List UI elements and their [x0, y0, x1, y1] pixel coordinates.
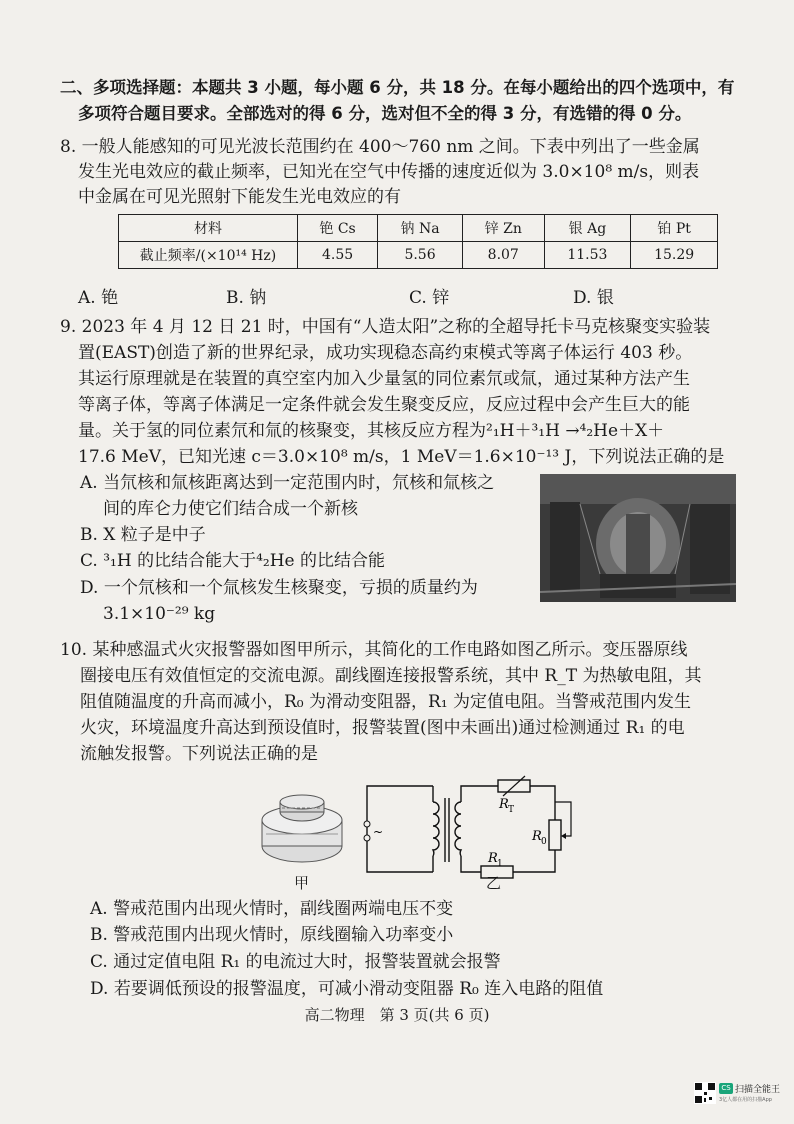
q8-text-line-2: 发生光电效应的截止频率，已知光在空气中传播的速度近似为 3.0×10⁸ m/s，则表: [78, 162, 700, 182]
section-heading-line-2: 多项符合题目要求。全部选对的得 6 分，选对但不全的得 3 分，有选错的得 0 分。: [78, 104, 692, 123]
secondary-coil: [455, 802, 461, 856]
q8-option-a: A. 铯: [78, 288, 119, 308]
figure-label-jia: 甲: [294, 874, 310, 892]
label-r1-sub: 1: [497, 859, 503, 869]
page-footer: 高二物理 第 3 页(共 6 页): [304, 1006, 490, 1024]
table-cell: 截止频率/(×10¹⁴ Hz): [119, 242, 298, 269]
ac-source-symbol: ~: [373, 825, 384, 839]
q9-text-line-6: 17.6 MeV，已知光速 c＝3.0×10⁸ m/s，1 MeV＝1.6×10⁻¹³ J，下列说法正确的是: [78, 447, 725, 467]
primary-coil: [433, 802, 439, 856]
q10-option-c: C. 通过定值电阻 R₁ 的电流过大时，报警装置就会报警: [90, 952, 501, 972]
alarm-circuit-diagram: [255, 772, 585, 892]
table-cell: 15.29: [631, 242, 718, 269]
section-heading-line-1: 二、多项选择题：本题共 3 小题，每小题 6 分，共 18 分。在每小题给出的四个选项中，有: [60, 78, 735, 97]
q10-text-line-2: 圈接电压有效值恒定的交流电源。副线圈连接报警系统，其中 R_T 为热敏电阻，其: [80, 666, 702, 686]
table-header-cell: 银 Ag: [544, 215, 631, 242]
q9-text-line-2: 置(EAST)创造了新的世界纪录，成功实现稳态高约束模式等离子体运行 403 秒。: [78, 343, 693, 363]
q9-text-line-5: 量。关于氢的同位素氘和氚的核聚变，其核反应方程为²₁H＋³₁H →⁴₂He＋X＋: [78, 421, 665, 441]
q10-text-line-4: 火灾，环境温度升高达到预设值时，报警装置(图中未画出)通过检测通过 R₁ 的电: [80, 718, 685, 738]
q10-text-line-3: 阻值随温度的升高而减小，R₀ 为滑动变阻器，R₁ 为定值电阻。当警戒范围内发生: [80, 692, 692, 712]
table-header-row: [119, 215, 718, 242]
table-cell: 11.53: [544, 242, 631, 269]
table-row: [119, 242, 718, 269]
q10-text-line-1: 10. 某种感温式火灾报警器如图甲所示，其简化的工作电路如图乙所示。变压器原线: [60, 640, 688, 660]
q8-option-b: B. 钠: [226, 288, 267, 308]
q8-text-line-1: 8. 一般人能感知的可见光波长范围约在 400～760 nm 之间。下表中列出了一些金属: [60, 137, 700, 157]
q9-option-d-line-2: 3.1×10⁻²⁹ kg: [103, 604, 216, 624]
table-cell: 5.56: [378, 242, 463, 269]
scanner-app-name: 扫描全能王: [735, 1085, 781, 1095]
cs-badge: CS: [719, 1083, 733, 1094]
q8-text-line-3: 中金属在可见光照射下能发生光电效应的有: [78, 187, 401, 207]
east-tokamak-photo: [540, 474, 736, 602]
q9-option-c: C. ³₁H 的比结合能大于⁴₂He 的比结合能: [80, 551, 385, 571]
table-header-cell: 铂 Pt: [631, 215, 718, 242]
q10-option-b: B. 警戒范围内出现火情时，原线圈输入功率变小: [90, 925, 454, 945]
table-header-cell: 锌 Zn: [462, 215, 544, 242]
q9-text-line-3: 其运行原理就是在装置的真空室内加入少量氢的同位素氘或氚，通过某种方法产生: [78, 369, 690, 389]
table-header-cell: 钠 Na: [378, 215, 463, 242]
q9-text-line-4: 等离子体，等离子体满足一定条件就会发生聚变反应，反应过程中会产生巨大的能: [78, 395, 690, 415]
q10-text-line-5: 流触发报警。下列说法正确的是: [80, 744, 318, 764]
q9-option-a-line-2: 间的库仑力使它们结合成一个新核: [103, 499, 358, 519]
q10-option-d: D. 若要调低预设的报警温度，可减小滑动变阻器 R₀ 连入电路的阻值: [90, 979, 604, 999]
rheostat-r0: [549, 820, 561, 850]
q8-option-d: D. 银: [573, 288, 614, 308]
q8-options: [78, 283, 718, 307]
scanner-watermark: [694, 1082, 786, 1108]
q9-option-d-line-1: D. 一个氘核和一个氚核发生核聚变，亏损的质量约为: [80, 578, 478, 598]
table-header-cell: 材料: [119, 215, 298, 242]
q9-option-a-line-1: A. 当氘核和氚核距离达到一定范围内时，氘核和氚核之: [80, 473, 495, 493]
cutoff-frequency-table: [118, 214, 718, 269]
figure-label-yi: 乙: [486, 874, 502, 892]
qr-code-icon: [694, 1082, 716, 1104]
q8-option-c: C. 锌: [409, 288, 450, 308]
q10-option-a: A. 警戒范围内出现火情时，副线圈两端电压不变: [90, 899, 454, 919]
label-r1: R: [488, 851, 498, 866]
label-rt-sub: T: [508, 805, 515, 815]
table-header-cell: 铯 Cs: [298, 215, 378, 242]
table-cell: 4.55: [298, 242, 378, 269]
label-r0-sub: 0: [541, 837, 547, 847]
label-rt: R: [499, 797, 509, 812]
table-cell: 8.07: [462, 242, 544, 269]
q9-option-b: B. X 粒子是中子: [80, 525, 206, 545]
tokamak-illustration: [540, 474, 736, 602]
q9-text-line-1: 9. 2023 年 4 月 12 日 21 时，中国有“人造太阳”之称的全超导托卡马克核聚变实验装: [60, 317, 711, 337]
scanner-app-tagline: 3亿人都在用的扫描App: [719, 1097, 772, 1103]
label-r0: R: [532, 829, 542, 844]
